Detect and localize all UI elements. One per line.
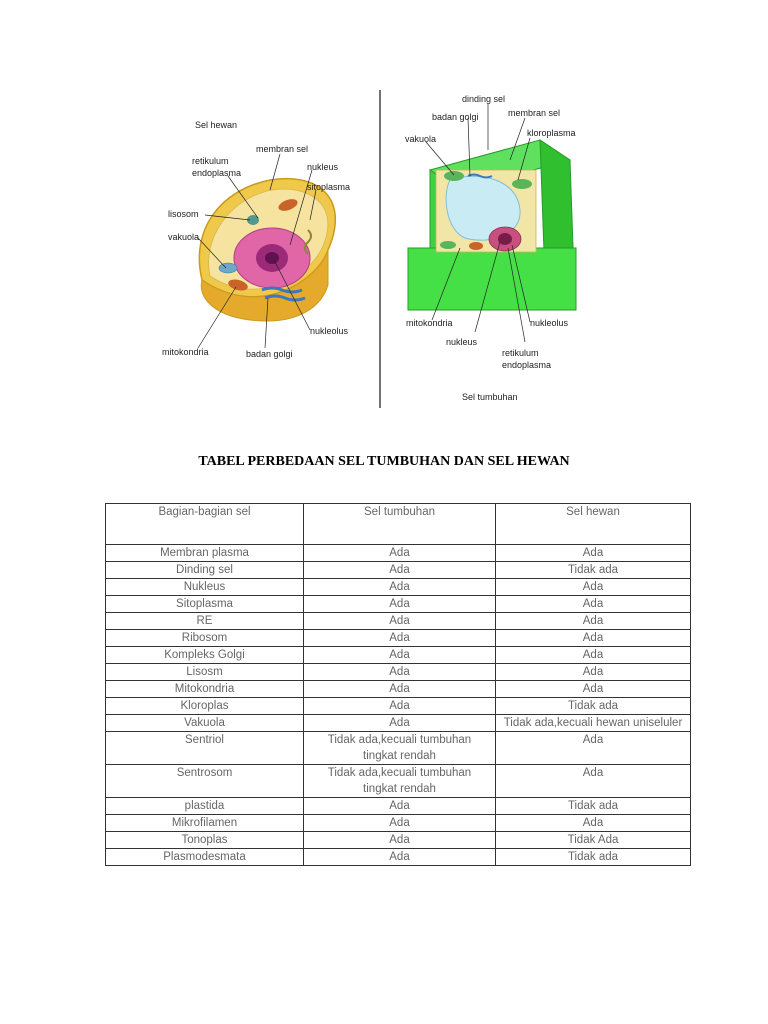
table-cell: Tidak ada,kecuali hewan uniseluler xyxy=(496,715,691,732)
plant-label-kloroplasma: kloroplasma xyxy=(527,128,576,138)
table-cell: Ada xyxy=(304,832,496,849)
animal-label-nukleolus: nukleolus xyxy=(310,326,349,336)
table-cell: Membran plasma xyxy=(106,545,304,562)
animal-label-vakuola: vakuola xyxy=(168,232,200,242)
table-row xyxy=(106,698,691,715)
plant-label-dinding-sel: dinding sel xyxy=(462,94,506,104)
table-cell: Tidak Ada xyxy=(496,832,691,849)
table-cell: Ribosom xyxy=(106,630,304,647)
comparison-table xyxy=(105,503,691,866)
table-row xyxy=(106,545,691,562)
table-cell: Ada xyxy=(496,681,691,698)
animal-cell-title: Sel hewan xyxy=(195,120,238,130)
table-cell: Sentriol xyxy=(106,732,304,765)
animal-label-sitoplasma: sitoplasma xyxy=(307,182,351,192)
plant-label-nukleolus: nukleolus xyxy=(530,318,569,328)
table-row xyxy=(106,596,691,613)
cell-diagram-figure xyxy=(150,80,610,420)
table-cell: Ada xyxy=(496,613,691,630)
table-cell: Ada xyxy=(304,849,496,866)
column-header: Bagian-bagian sel xyxy=(106,504,304,545)
animal-label-endoplasma: endoplasma xyxy=(192,168,242,178)
table-cell: Vakuola xyxy=(106,715,304,732)
table-cell: RE xyxy=(106,613,304,630)
page-title: TABEL PERBEDAAN SEL TUMBUHAN DAN SEL HEWAN xyxy=(198,454,570,469)
animal-label-nukleus: nukleus xyxy=(307,162,339,172)
table-cell: Ada xyxy=(304,613,496,630)
table-cell: Lisosm xyxy=(106,664,304,681)
table-row xyxy=(106,664,691,681)
column-header: Sel hewan xyxy=(496,504,691,545)
table-cell: Ada xyxy=(304,579,496,596)
table-cell: Tidak ada xyxy=(496,698,691,715)
table-cell: Ada xyxy=(496,664,691,681)
table-row xyxy=(106,832,691,849)
table-cell: Ada xyxy=(496,765,691,798)
animal-label-mitokondria: mitokondria xyxy=(162,347,209,357)
table-cell: Ada xyxy=(304,545,496,562)
table-cell: Kompleks Golgi xyxy=(106,647,304,664)
table-cell: Sitoplasma xyxy=(106,596,304,613)
table-cell: Ada xyxy=(304,698,496,715)
plant-label-endoplasma: endoplasma xyxy=(502,360,552,370)
table-cell: Ada xyxy=(304,596,496,613)
table-row xyxy=(106,815,691,832)
table-cell: Ada xyxy=(304,681,496,698)
animal-label-badan-golgi: badan golgi xyxy=(246,349,293,359)
table-cell: Tidak ada,kecuali tumbuhan tingkat rendah xyxy=(304,765,496,798)
table-cell: Ada xyxy=(496,545,691,562)
table-row xyxy=(106,732,691,765)
plant-label-badan-golgi: badan golgi xyxy=(432,112,479,122)
table-cell: Ada xyxy=(496,579,691,596)
table-cell: Tonoplas xyxy=(106,832,304,849)
table-cell: Sentrosom xyxy=(106,765,304,798)
table-row xyxy=(106,681,691,698)
table-cell: Tidak ada xyxy=(496,562,691,579)
table-cell: Dinding sel xyxy=(106,562,304,579)
table-row xyxy=(106,613,691,630)
table-cell: Ada xyxy=(304,630,496,647)
table-cell: Ada xyxy=(496,815,691,832)
plant-label-vakuola: vakuola xyxy=(405,134,437,144)
table-cell: Kloroplas xyxy=(106,698,304,715)
table-cell: Ada xyxy=(304,562,496,579)
animal-label-lisosom: lisosom xyxy=(168,209,199,219)
table-row xyxy=(106,798,691,815)
table-cell: Plasmodesmata xyxy=(106,849,304,866)
column-header: Sel tumbuhan xyxy=(304,504,496,545)
table-row xyxy=(106,630,691,647)
table-row xyxy=(106,579,691,596)
table-cell: Ada xyxy=(304,647,496,664)
plant-label-retikulum: retikulum xyxy=(502,348,539,358)
table-row xyxy=(106,849,691,866)
table-cell: Ada xyxy=(496,732,691,765)
table-row xyxy=(106,765,691,798)
table-cell: Ada xyxy=(496,630,691,647)
table-cell: Tidak ada xyxy=(496,798,691,815)
plant-cell-title: Sel tumbuhan xyxy=(462,392,518,402)
plant-cell-illustration xyxy=(405,94,576,402)
table-cell: Mikrofilamen xyxy=(106,815,304,832)
animal-label-membran-sel: membran sel xyxy=(256,144,309,154)
table-cell: Mitokondria xyxy=(106,681,304,698)
table-cell: Tidak ada xyxy=(496,849,691,866)
plant-label-nukleus: nukleus xyxy=(446,337,478,347)
table-cell: Ada xyxy=(496,596,691,613)
table-row xyxy=(106,647,691,664)
table-row xyxy=(106,562,691,579)
animal-label-retikulum: retikulum xyxy=(192,156,229,166)
table-cell: Nukleus xyxy=(106,579,304,596)
table-cell: plastida xyxy=(106,798,304,815)
table-cell: Ada xyxy=(304,815,496,832)
table-cell: Ada xyxy=(304,664,496,681)
table-cell: Tidak ada,kecuali tumbuhan tingkat rendah xyxy=(304,732,496,765)
plant-label-membran-sel: membran sel xyxy=(508,108,561,118)
table-cell: Ada xyxy=(496,647,691,664)
plant-label-mitokondria: mitokondria xyxy=(406,318,453,328)
animal-cell-illustration xyxy=(162,120,350,359)
table-header-row xyxy=(106,504,691,545)
table-cell: Ada xyxy=(304,715,496,732)
table-cell: Ada xyxy=(304,798,496,815)
table-row xyxy=(106,715,691,732)
